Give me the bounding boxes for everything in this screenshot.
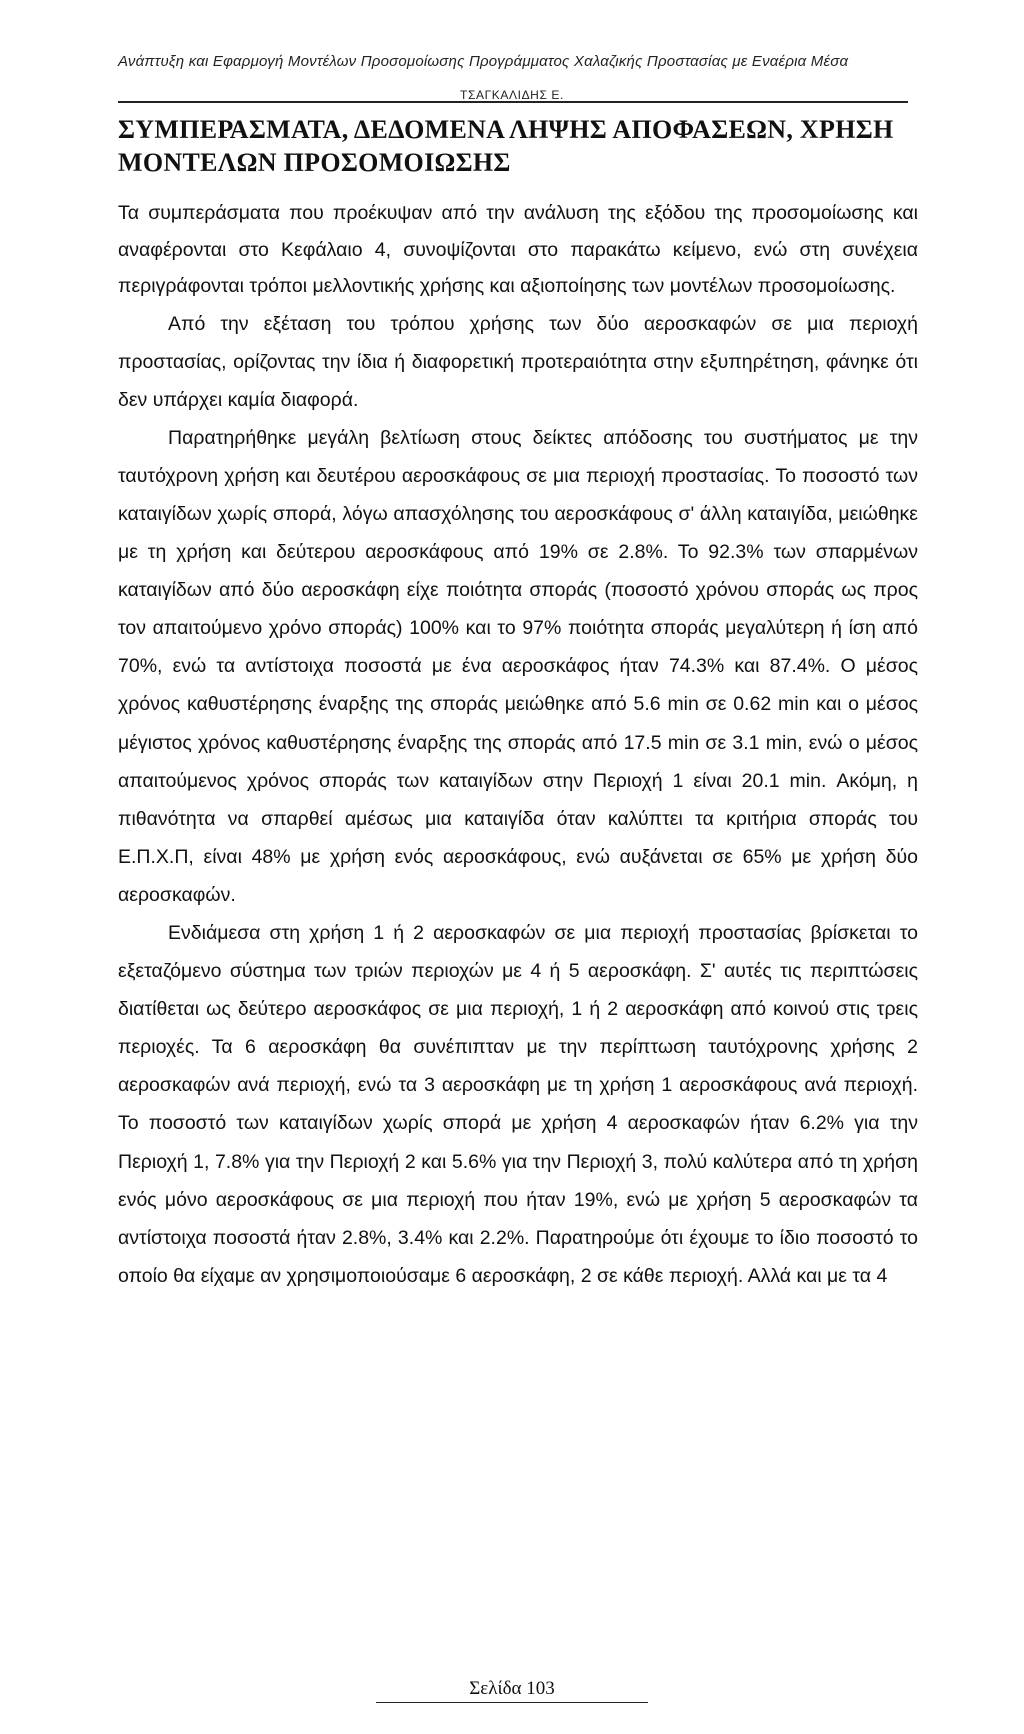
header-author: ΤΣΑΓΚΑΛΙΔΗΣ Ε. (460, 88, 564, 102)
paragraph-improvement: Παρατηρήθηκε μεγάλη βελτίωση στους δείκτες απόδοσης του συστήματος με την ταυτόχρονη χρήση και δευτέρου αεροσκάφους σε μια περιοχή προστασίας. Το ποσοστό των καταιγίδων χωρίς σπορά, λόγω απασχόλησης του αεροσκάφους σ' άλλη καταιγίδα, μειώθηκε με τη χρήση και δεύτερου αεροσκάφους από 19% σε 2.8%. Το 92.3% των σπαρμένων καταιγίδων από δύο αεροσκάφη είχε ποιότητα σποράς (ποσοστό χρόνου σποράς ως προς τον απαιτούμενο χρόνο σποράς) 100% και το 97% ποιότητα σποράς μεγαλύτερη ή ίση από 70%, ενώ τα αντίστοιχα ποσοστά με ένα αεροσκάφος ήταν 74.3% και 87.4%. Ο μέσος χρόνος καθυστέρησης έναρξης της σποράς μειώθηκε από 5.6 min σε 0.62 min και ο μέσος μέγιστος χρόνος καθυστέρησης έναρξης της σποράς από 17.5 min σε 3.1 min, ενώ ο μέσος απαιτούμενος χρόνος σποράς των καταιγίδων στην Περιοχή 1 είναι 20.1 min. Ακόμη, η πιθανότητα να σπαρθεί αμέσως μια καταιγίδα όταν καλύπτει τα κριτήρια σποράς του Ε.Π.Χ.Π, είναι 48% με χρήση ενός αεροσκάφους, ενώ αυξάνεται σε 65% με χρήση δύο αεροσκαφών. (118, 426, 918, 906)
paragraph-intermediate: Ενδιάμεσα στη χρήση 1 ή 2 αεροσκαφών σε μια περιοχή προστασίας βρίσκεται το εξεταζόμενο σύστημα των τριών περιοχών με 4 ή 5 αεροσκάφη. Σ' αυτές τις περιπτώσεις διατίθεται ως δεύτερο αεροσκάφος σε μια περιοχή, 1 ή 2 αεροσκάφη από κοινού στις τρεις περιοχές. Τα 6 αεροσκάφη θα συνέπιπταν με την περίπτωση ταυτόχρονης χρήσης 2 αεροσκαφών ανά περιοχή, ενώ τα 3 αεροσκάφη με τη χρήση 1 αεροσκάφους ανά περιοχή. Το ποσοστό των καταιγίδων χωρίς σπορά με χρήση 4 αεροσκαφών ήταν 6.2% για την Περιοχή 1, 7.8% για την Περιοχή 2 και 5.6% για την Περιοχή 3, πολύ καλύτερα από τη χρήση ενός μόνο αεροσκάφους σε μια περιοχή που ήταν 19%, ενώ με χρήση 5 αεροσκαφών τα αντίστοιχα ποσοστά ήταν 2.8%, 3.4% και 2.2%. Παρατηρούμε ότι έχουμε το ίδιο ποσοστό το οποίο θα είχαμε αν χρησιμοποιούσαμε 6 αεροσκάφη, 2 σε κάθε περιοχή. Αλλά και με τα 4 (118, 922, 918, 1287)
paragraph-intro: Τα συμπεράσματα που προέκυψαν από την ανάλυση της εξόδου της προσομοίωσης και αναφέρονται στο Κεφάλαιο 4, συνοψίζονται στο παρακάτω κείμενο, ενώ στη συνέχεια περιγράφονται τρόποι μελλοντικής χρήσης και αξιοποίησης των μοντέλων προσομοίωσης. (118, 202, 918, 297)
page-number: Σελίδα 103 (469, 1678, 555, 1699)
paragraph-priority: Από την εξέταση του τρόπου χρήσης των δύο αεροσκαφών σε μια περιοχή προστασίας, ορίζοντας την ίδια ή διαφορετική προτεραιότητα στην εξυπηρέτηση, φάνηκε ότι δεν υπάρχει καμία διαφορά. (118, 312, 918, 411)
footer-divider (376, 1702, 648, 1703)
running-header: Ανάπτυξη και Εφαρμογή Μοντέλων Προσομοίωσης Προγράμματος Χαλαζικής Προστασίας με Εναέρια Μέσα (118, 53, 849, 70)
body-text (118, 195, 918, 1295)
section-title: ΣΥΜΠΕΡΑΣΜΑΤΑ, ΔΕΔΟΜΕΝΑ ΛΗΨΗΣ ΑΠΟΦΑΣΕΩΝ, ΧΡΗΣΗ ΜΟΝΤΕΛΩΝ ΠΡΟΣΟΜΟΙΩΣΗΣ (118, 115, 894, 177)
header-divider (118, 101, 908, 103)
